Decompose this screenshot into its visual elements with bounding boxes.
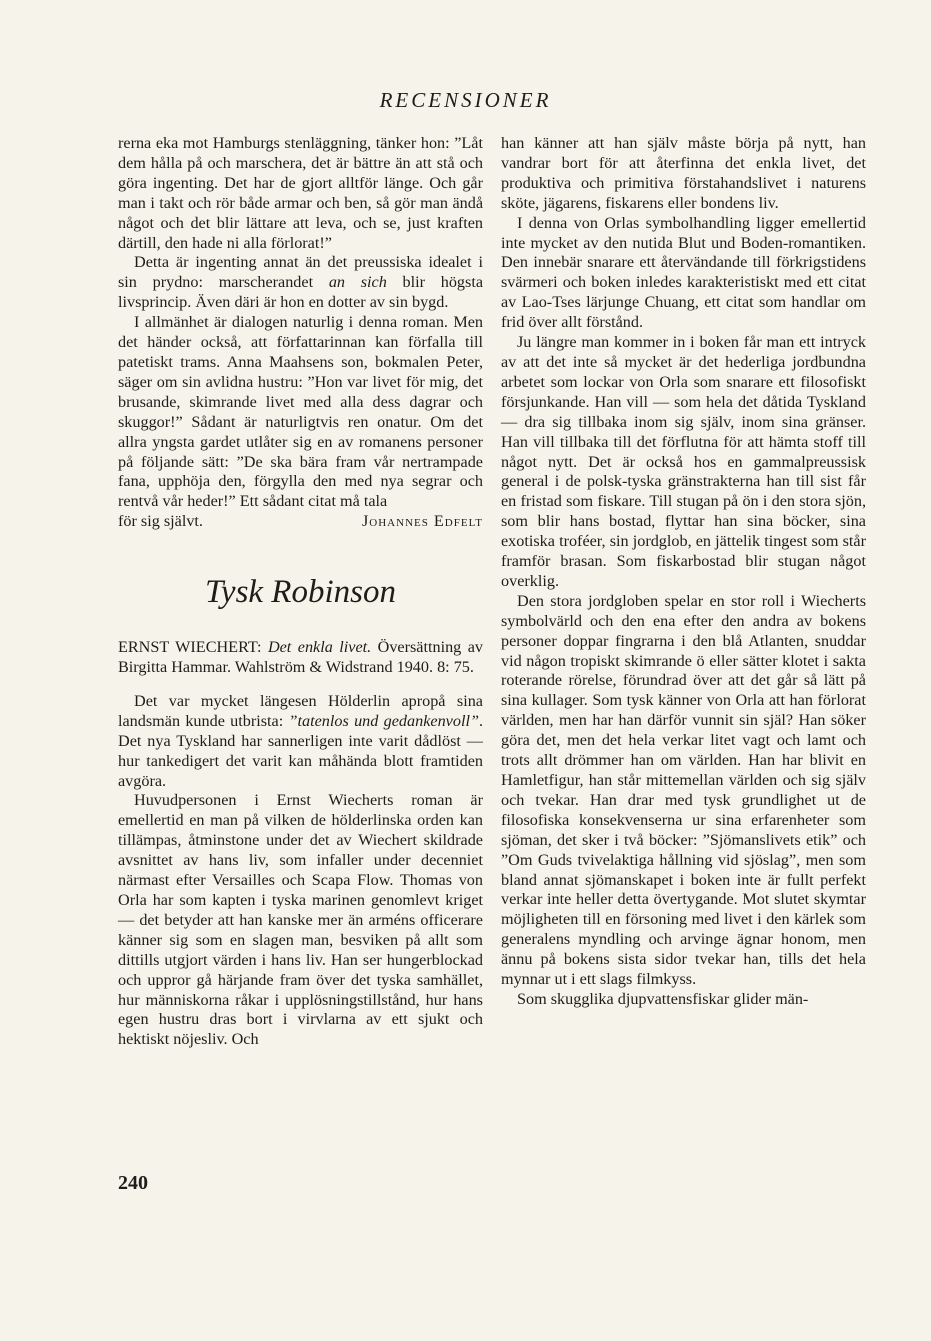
paragraph-1: han känner att han själv måste börja på nytt, han vandrar bort för att återfinna det enkla livet, det produktiva och primitiva förstahandslivet i naturens sköte, jägarens, fiskarens eller bondens liv.	[501, 134, 866, 212]
paragraph-ideal	[118, 253, 483, 313]
italic-quote: ”tatenlos und gedankenvoll”	[288, 711, 479, 730]
italic-phrase: an sich	[328, 273, 387, 292]
paragraph-holderlin	[118, 692, 483, 792]
text-span: blir högsta livsprincip. Även däri är hon en dotter av sin bygd.	[118, 273, 484, 312]
page-number: 240	[118, 1172, 148, 1194]
paragraph-4: Den stora jordgloben spelar en stor roll i Wiecherts symbolvärld och den ena efter den andra av bokens personer doppar fingrarna i den blå Atlanten, snuddar vid någon tropiskt skimrande ö eller sätter klotet i sakta roterande rörelse, förundrad över att det går så lätt på sina kullager. Som tysk känner von Orla att han förlorat världen, men har han därför vunnit sin själ? Han söker göra det, men det hela verkar litet vagt och lamt och trots allt drömmer han om världen. Han har blivit en Hamletfigur, han står mittemellan världen och sig själv och tvekar. Han drar med tysk grundlighet ut de filosofiska konsekvenserna ur sina erfarenheter som sjöman, det sker i två böcker: ”Sjömanslivets etik” och ”Om Guds tvivelaktiga hållning vid sjöslag”, men som bland annat sjömanskapet i boken inte är fullt perfekt verkar inte heller detta övertygande. Mot slutet skymtar möjligheten till en försoning med livet i den kärlek som generalens myndling och arvinge ägnar honom, men ännu på bokens sista sidor tvekar han, tills det hela mynnar ut i ett slags filmkyss.	[501, 591, 866, 989]
paragraph-dialog: I allmänhet är dialogen naturlig i denna roman. Men det händer också, att författarinnan kan förfalla till patetiskt trams. Anna Maahsens son, bokmalen Peter, säger om sin avlidna hustru: ”Hon var livet för mig, det brusande, skimrande livet med alla dess dagrar och skuggor!” Sådant är naturligtvis ren onatur. Om det allra yngsta gardet utlåter sig en av romanens personer på följande sätt: ”De ska bära fram vår nertrampade fana, upphöja den, förgylla den med nya segrar och rentvå vår heder!” Ett sådant citat må tala	[118, 313, 483, 511]
right-column	[501, 134, 866, 1010]
left-column	[118, 134, 483, 1050]
paragraph-2: I denna von Orlas symbolhandling ligger emellertid inte mycket av den nutida Blut und Boden-romantiken. Den innebär snarare ett återvändande till förkrigstidens svärmeri och boken inledes karakteristiskt med ett citat av Lao-Tses lärjunge Chuang, ett citat som handlar om frid över allt förstånd.	[501, 213, 866, 332]
paragraph-3: Ju längre man kommer in i boken får man ett intryck av att det inte så mycket är det hederliga jordbundna arbetet som lockar von Orla som snarare ett filosofiskt försjunkande. Han vill — som hela det dåtida Tyskland — dra sig tillbaka inom sig själv, inom sina gränser. Han vill tillbaka till det förflutna för att hämta stoff till något nytt. Det är också hos en gammalpreussisk general i de polsk-tyska gränstrakterna han till sist får en fristad som fiskare. Till stugan på ön i den stora sjön, som blir hans bostad, flyttar han sina böcker, sina exotiska troféer, sin jordglob, en jättelik tingest som står framför brasan. Som fiskarbostad blir stugan något overklig.	[501, 333, 866, 590]
paragraph-opening: rerna eka mot Hamburgs stenläggning, tänker hon: ”Låt dem hålla på och marschera, det är bättre än att stå och göra ingenting. Det har de gjort alltför länge. Och går man i takt och rör både armar och ben, så gör man ändå något och det blir lättare att leva, och se, just kraften därtill, den hade ni alla förlorat!”	[118, 134, 483, 252]
book-publication: Översättning av Birgitta Hammar. Wahlström & Widstrand 1940. 8: 75.	[118, 638, 483, 677]
closing-text: för sig självt.	[118, 512, 203, 531]
running-header: RECENSIONER	[379, 88, 552, 112]
paragraph-main: Huvudpersonen i Ernst Wiecherts roman är emellertid en man på vilken de hölderlinska orden kan tillämpas, åtminstone under det av Wiechert skildrade avsnittet av hans liv, som infaller under decenniet närmast efter Versailles och Scapa Flow. Thomas von Orla har som kapten i tyska marinen genomlevt kriget — det betyder att han kanske mer än arméns officerare känner sig som en slagen man, besviken på allt som dittills utgjort värden i hans liv. Han ser hungerblockad och uppror gå härjande fram över det tyska samhället, hur människorna råkar i upplösningstillstånd, hur hans egen hustru dras bort i virvlarna av ett sjukt och hektiskt nöjesliv. Och	[118, 791, 483, 1049]
text-span: Det var mycket längesen Hölderlin apropå sina landsmän kunde utbrista:	[118, 691, 483, 730]
text-span: . Det nya Tyskland har sannerligen inte varit dådlöst — hur tankedigert det varit kan måhända blott framtiden avgöra.	[118, 711, 484, 790]
signature-line	[118, 512, 483, 532]
paragraph-5: Som skugglika djupvattensfiskar glider män-	[517, 989, 809, 1008]
text-span: Detta är ingenting annat än det preussiska idealet i sin prydno: marscherandet	[118, 253, 483, 292]
book-author: ERNST WIECHERT:	[118, 638, 268, 657]
review-title: Tysk Robinson	[205, 574, 396, 611]
book-title: Det enkla livet.	[267, 638, 372, 657]
book-info	[118, 638, 483, 678]
review-signature: Johannes Edfelt	[362, 512, 483, 531]
